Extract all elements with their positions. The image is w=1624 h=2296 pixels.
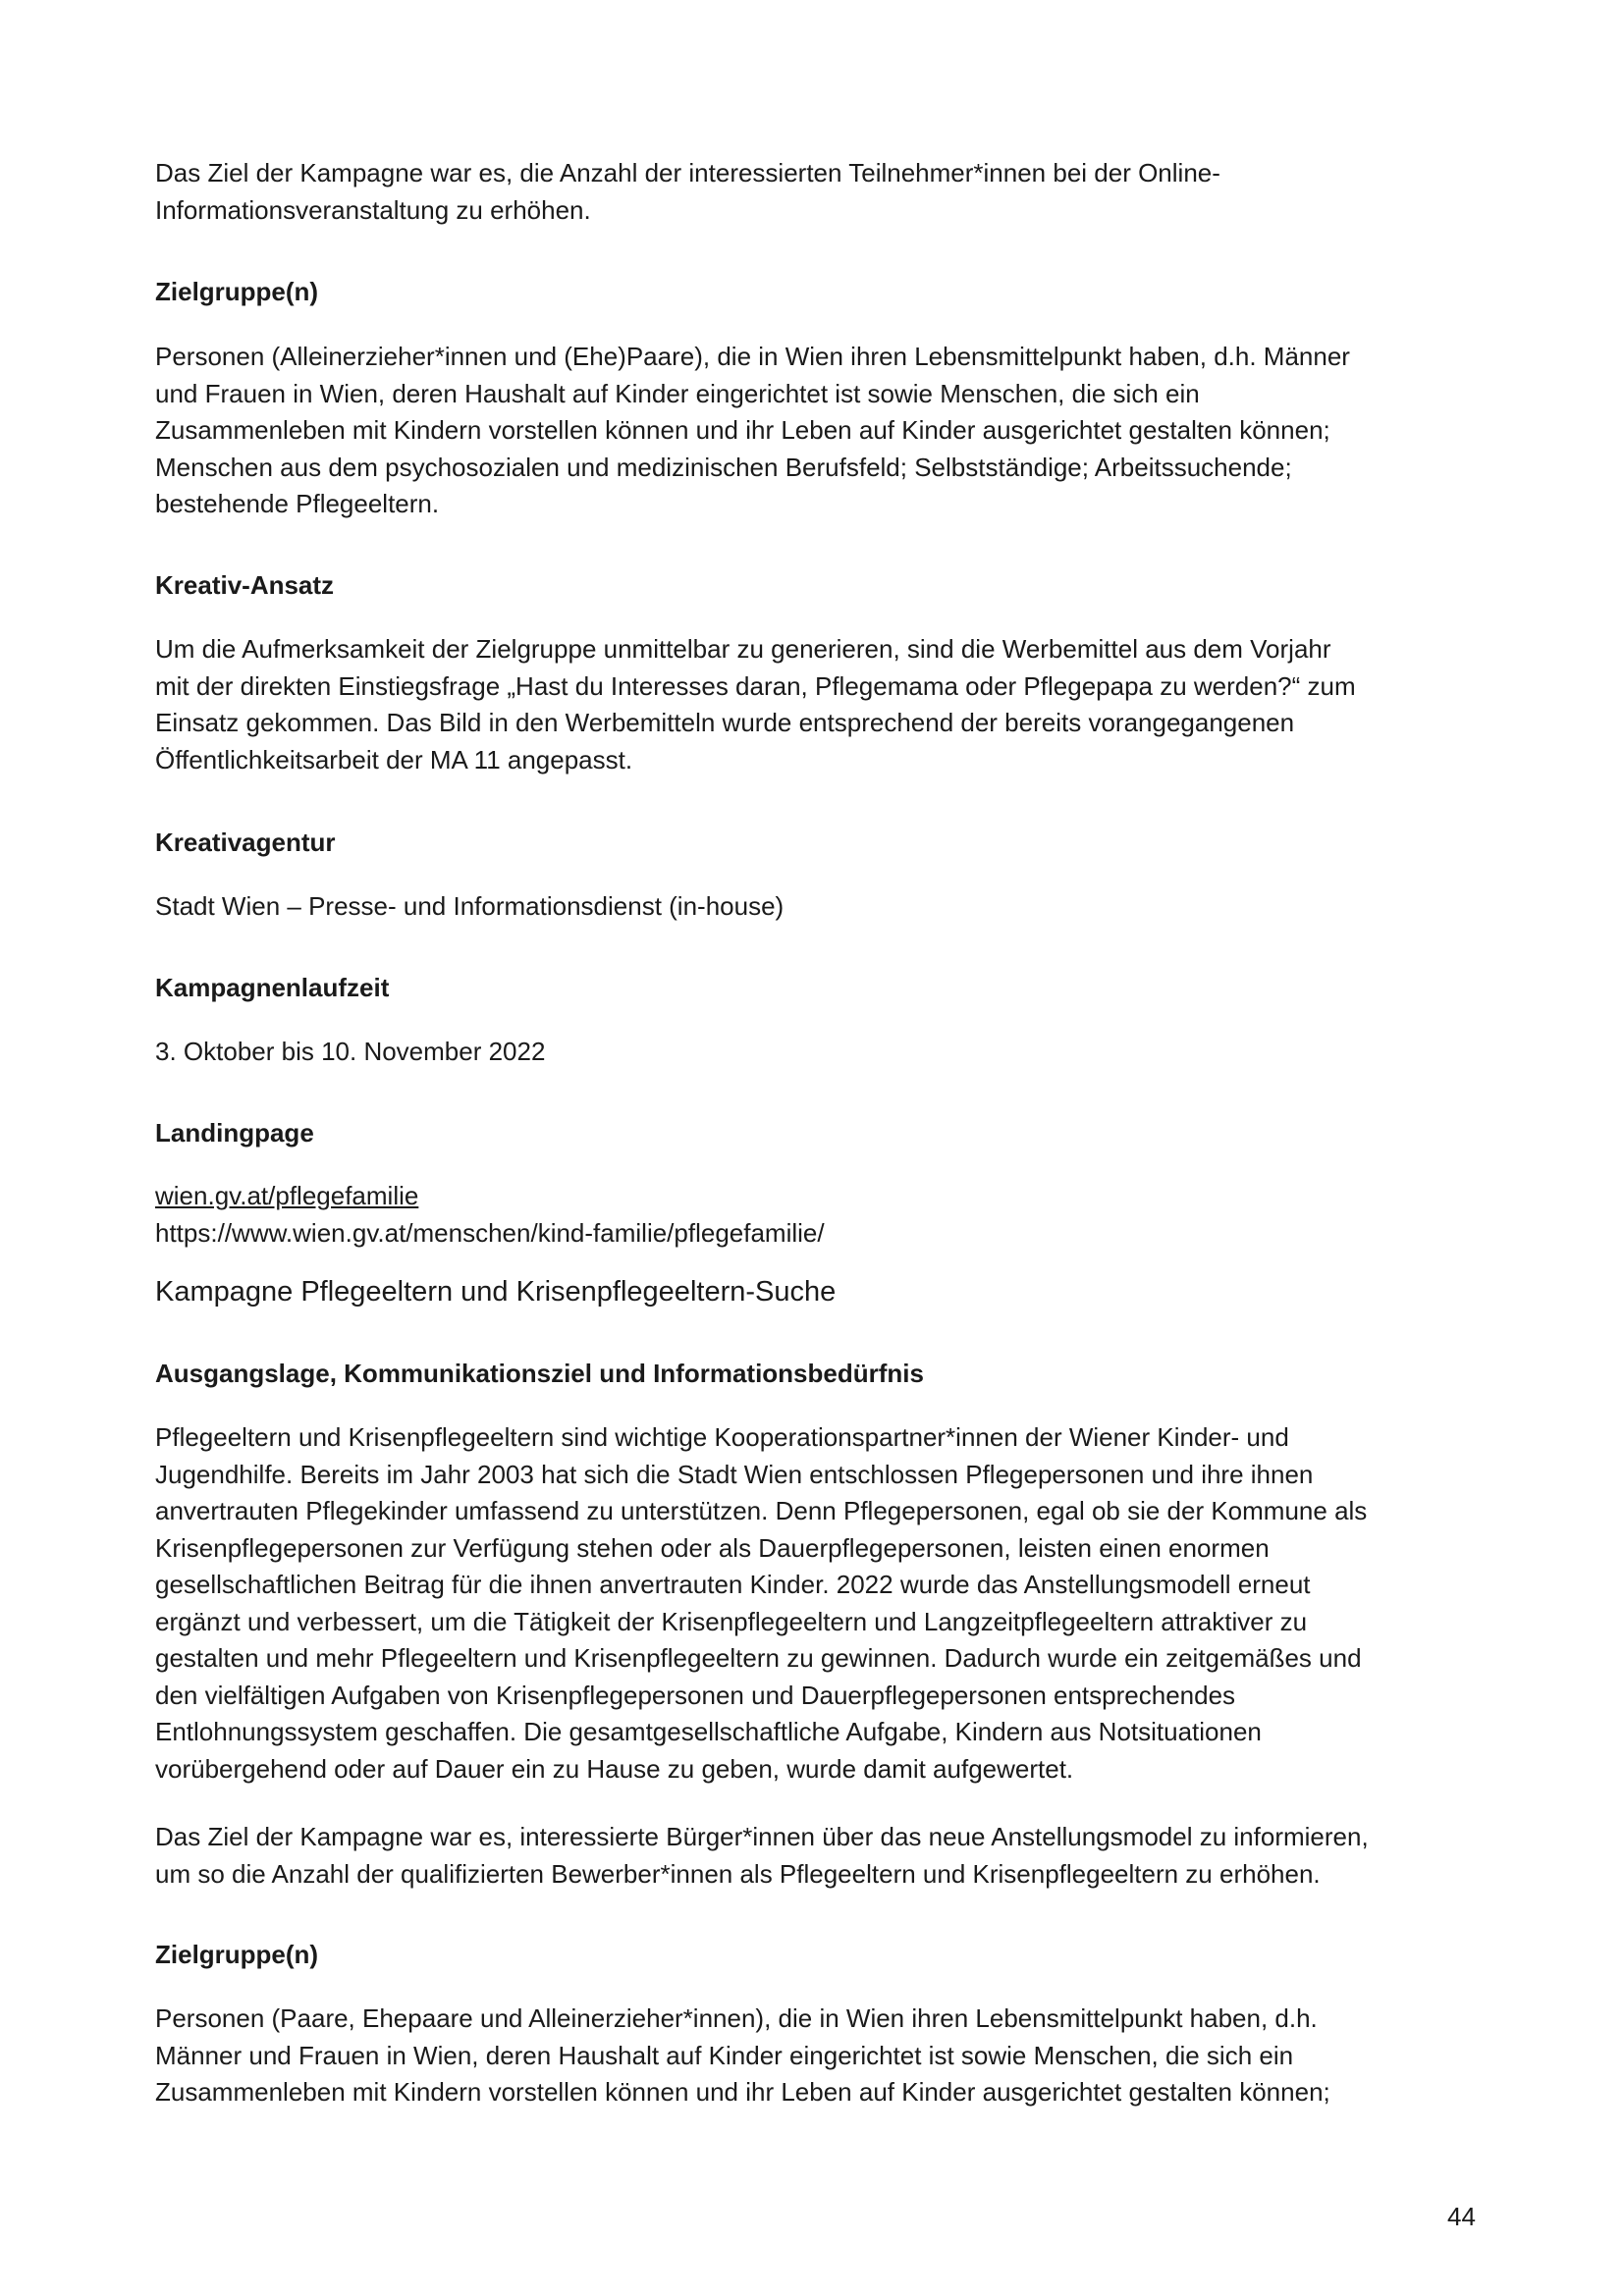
paragraph-line: und Frauen in Wien, deren Haushalt auf Kinder eingerichtet ist sowie Menschen, die sich ein [155, 378, 1200, 408]
zielgruppe-2-paragraph [155, 2001, 1490, 2111]
page-number: 44 [1447, 2202, 1476, 2231]
paragraph-line: Entlohnungssystem geschaffen. Die gesamtgesellschaftliche Aufgabe, Kindern aus Notsituationen [155, 1717, 1262, 1746]
paragraph-line: Öffentlichkeitsarbeit der MA 11 angepasst. [155, 744, 633, 774]
landingpage-url: https://www.wien.gv.at/menschen/kind-familie/pflegefamilie/ [155, 1217, 825, 1248]
paragraph-line: Krisenpflegepersonen zur Verfügung stehen oder als Dauerpflegepersonen, leisten einen enormen [155, 1532, 1270, 1563]
kreativ-paragraph [155, 631, 1490, 778]
section-heading-landingpage: Landingpage [155, 1118, 314, 1148]
campaign-title: Kampagne Pflegeeltern und Krisenpflegeeltern-Suche [155, 1276, 837, 1308]
paragraph-line: Zusammenleben mit Kindern vorstellen können und ihr Leben auf Kinder ausgerichtet gestalten können; [155, 2077, 1330, 2107]
paragraph-line: Menschen aus dem psychosozialen und medizinischen Berufsfeld; Selbstständige; Arbeitssuchende; [155, 452, 1292, 482]
paragraph-line: Männer und Frauen in Wien, deren Haushalt auf Kinder eingerichtet ist sowie Menschen, die sich ein [155, 2040, 1294, 2070]
paragraph-line: gesellschaftlichen Beitrag für die ihnen anvertrauten Kinder. 2022 wurde das Anstellungsmodell erneut [155, 1570, 1311, 1599]
landingpage-block [155, 1178, 1490, 1252]
section-heading-ausgangslage: Ausgangslage, Kommunikationsziel und Informationsbedürfnis [155, 1359, 924, 1388]
paragraph-line: den vielfältigen Aufgaben von Krisenpflegepersonen und Dauerpflegepersonen entsprechendes [155, 1680, 1236, 1710]
paragraph-line: Das Ziel der Kampagne war es, interessierte Bürger*innen über das neue Anstellungsmodel zu informieren, [155, 1822, 1369, 1851]
paragraph-line: gestalten und mehr Pflegeeltern und Krisenpflegeeltern zu gewinnen. Dadurch wurde ein zeitgemäßes und [155, 1643, 1362, 1673]
paragraph-line: bestehende Pflegeeltern. [155, 489, 440, 518]
paragraph-line: Einsatz gekommen. Das Bild in den Werbemitteln wurde entsprechend der bereits vorangegangenen [155, 708, 1295, 737]
paragraph-line: anvertrauten Pflegekinder umfassend zu unterstützen. Denn Pflegepersonen, egal ob sie der Kommune als [155, 1496, 1368, 1525]
section-heading-zielgruppe: Zielgruppe(n) [155, 277, 319, 306]
paragraph-line: Jugendhilfe. Bereits im Jahr 2003 hat sich die Stadt Wien entschlossen Pflegepersonen und ihre ihnen [155, 1459, 1314, 1489]
kreativagentur-text: Stadt Wien – Presse- und Informationsdienst (in-house) [155, 891, 785, 921]
paragraph-line: Personen (Alleinerzieher*innen und (Ehe)Paare), die in Wien ihren Lebensmittelpunkt haben, d.h. Männer [155, 342, 1350, 371]
paragraph-line: mit der direkten Einstiegsfrage „Hast du Interesses daran, Pflegemama oder Pflegepapa zu werden?“ zum [155, 670, 1356, 701]
zielgruppe-paragraph [155, 339, 1490, 523]
kommunikationsziel-paragraph [155, 1819, 1490, 1893]
paragraph-line: Zusammenleben mit Kindern vorstellen können und ihr Leben auf Kinder ausgerichtet gestalten können; [155, 415, 1330, 445]
paragraph-line: ergänzt und verbessert, um die Tätigkeit der Krisenpflegeeltern und Langzeitpflegeeltern attraktiver zu [155, 1606, 1308, 1636]
section-heading-kreativagentur: Kreativagentur [155, 828, 336, 857]
intro-paragraph [155, 155, 1490, 229]
paragraph-line: Pflegeeltern und Krisenpflegeeltern sind wichtige Kooperationspartner*innen der Wiener Kinder- und [155, 1422, 1289, 1452]
paragraph-line: Um die Aufmerksamkeit der Zielgruppe unmittelbar zu generieren, sind die Werbemittel aus dem Vorjahr [155, 634, 1331, 664]
ausgangslage-paragraph [155, 1419, 1490, 1788]
paragraph-line: um so die Anzahl der qualifizierten Bewerber*innen als Pflegeeltern und Krisenpflegeeltern zu erhöhen. [155, 1858, 1321, 1889]
section-heading-kampagnenlaufzeit: Kampagnenlaufzeit [155, 973, 390, 1002]
section-heading-zielgruppe-2: Zielgruppe(n) [155, 1940, 319, 1969]
paragraph-line: Das Ziel der Kampagne war es, die Anzahl der interessierten Teilnehmer*innen bei der Online- [155, 158, 1220, 187]
landingpage-link[interactable]: wien.gv.at/pflegefamilie [155, 1181, 419, 1210]
paragraph-line: vorübergehend oder auf Dauer ein zu Hause zu geben, wurde damit aufgewertet. [155, 1753, 1074, 1784]
section-heading-kreativ-ansatz: Kreativ-Ansatz [155, 570, 335, 600]
paragraph-line: Informationsveranstaltung zu erhöhen. [155, 194, 591, 225]
kampagnenlaufzeit-text: 3. Oktober bis 10. November 2022 [155, 1037, 546, 1066]
paragraph-line: Personen (Paare, Ehepaare und Alleinerzieher*innen), die in Wien ihren Lebensmittelpunkt haben, d.h. [155, 2003, 1318, 2033]
